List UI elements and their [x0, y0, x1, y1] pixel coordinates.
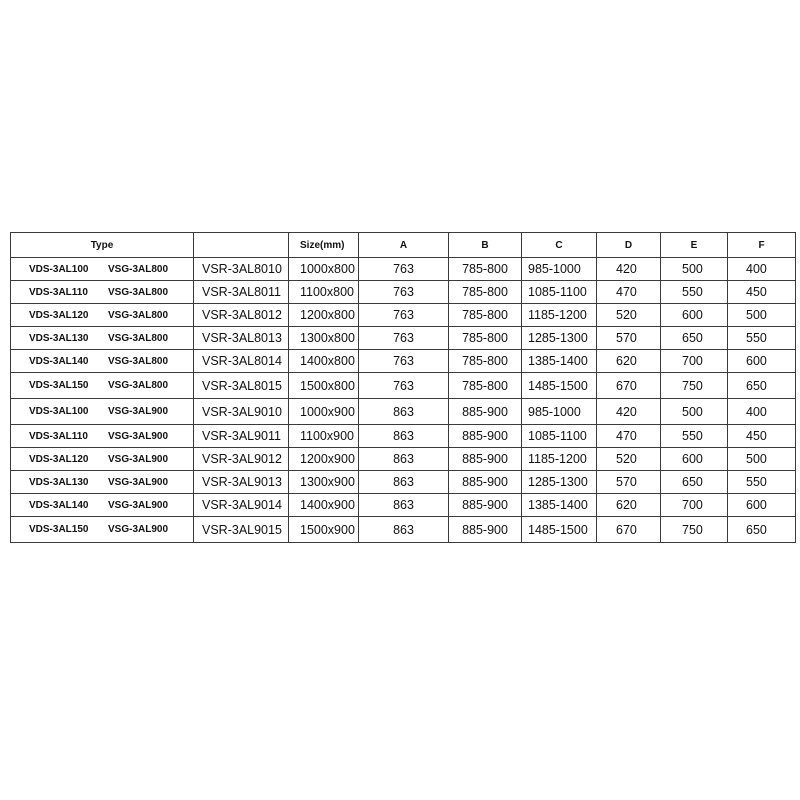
dim-c-cell: 1185-1200	[522, 304, 597, 327]
header-b: B	[449, 233, 522, 258]
vsr-model: VSR-3AL8015	[194, 373, 289, 399]
vds-model: VDS-3AL100	[29, 406, 89, 417]
dim-c-cell: 1085-1100	[522, 425, 597, 448]
vds-model: VDS-3AL150	[29, 524, 89, 535]
header-blank	[194, 233, 289, 258]
dim-e-cell: 550	[661, 281, 728, 304]
type-cell	[11, 327, 194, 350]
header-d: D	[597, 233, 661, 258]
dim-b-cell: 885-900	[449, 471, 522, 494]
vsr-model: VSR-3AL9015	[194, 517, 289, 543]
type-cell	[11, 304, 194, 327]
dim-c-cell: 1185-1200	[522, 448, 597, 471]
type-cell	[11, 448, 194, 471]
dim-e-cell: 500	[661, 258, 728, 281]
dim-a-cell: 763	[359, 373, 449, 399]
dim-f-cell: 500	[728, 304, 796, 327]
table-row	[11, 350, 796, 373]
dim-b-cell: 885-900	[449, 517, 522, 543]
dim-f-cell: 500	[728, 448, 796, 471]
table-row	[11, 399, 796, 425]
vsg-model: VSG-3AL800	[108, 332, 169, 344]
dim-b-cell: 885-900	[449, 399, 522, 425]
vsr-model: VSR-3AL8012	[194, 304, 289, 327]
table-row	[11, 258, 796, 281]
size-cell: 1300x900	[289, 471, 359, 494]
dim-c-cell: 1485-1500	[522, 517, 597, 543]
dim-b-cell: 885-900	[449, 494, 522, 517]
size-cell: 1500x900	[289, 517, 359, 543]
dim-d-cell: 420	[597, 399, 661, 425]
vsr-model: VSR-3AL8011	[194, 281, 289, 304]
table-row	[11, 327, 796, 350]
type-cell	[11, 373, 194, 399]
table-row	[11, 304, 796, 327]
vsg-model: VSG-3AL800	[108, 286, 169, 298]
table-row	[11, 373, 796, 399]
dim-f-cell: 600	[728, 494, 796, 517]
vsr-model: VSR-3AL9010	[194, 399, 289, 425]
header-size: Size(mm)	[289, 233, 359, 258]
dim-e-cell: 750	[661, 517, 728, 543]
table-body	[11, 258, 796, 543]
size-cell: 1200x800	[289, 304, 359, 327]
dim-e-cell: 700	[661, 350, 728, 373]
type-cell	[11, 258, 194, 281]
type-cell	[11, 281, 194, 304]
vsg-model: VSG-3AL800	[108, 309, 169, 321]
dim-d-cell: 520	[597, 304, 661, 327]
header-f: F	[728, 233, 796, 258]
dim-d-cell: 670	[597, 373, 661, 399]
dim-f-cell: 450	[728, 425, 796, 448]
header-type: Type	[11, 233, 194, 258]
table-row	[11, 448, 796, 471]
vsr-model: VSR-3AL8014	[194, 350, 289, 373]
vsr-model: VSR-3AL8013	[194, 327, 289, 350]
dim-c-cell: 985-1000	[522, 258, 597, 281]
dim-b-cell: 785-800	[449, 327, 522, 350]
table-row	[11, 494, 796, 517]
dim-f-cell: 550	[728, 471, 796, 494]
header-e: E	[661, 233, 728, 258]
vsg-model: VSG-3AL800	[108, 355, 169, 367]
dim-d-cell: 570	[597, 471, 661, 494]
dim-d-cell: 470	[597, 281, 661, 304]
type-cell	[11, 399, 194, 425]
dim-b-cell: 785-800	[449, 304, 522, 327]
type-cell	[11, 517, 194, 543]
vds-model: VDS-3AL100	[29, 263, 89, 275]
dim-b-cell: 785-800	[449, 258, 522, 281]
header-row	[11, 233, 796, 258]
vds-model: VDS-3AL150	[29, 380, 89, 391]
dim-c-cell: 985-1000	[522, 399, 597, 425]
type-cell	[11, 350, 194, 373]
vsg-model: VSG-3AL900	[108, 406, 169, 417]
vsg-model: VSG-3AL800	[108, 380, 169, 391]
dim-e-cell: 600	[661, 448, 728, 471]
dim-a-cell: 763	[359, 258, 449, 281]
dim-a-cell: 763	[359, 350, 449, 373]
dim-c-cell: 1385-1400	[522, 494, 597, 517]
dim-d-cell: 620	[597, 494, 661, 517]
dim-e-cell: 600	[661, 304, 728, 327]
size-cell: 1400x800	[289, 350, 359, 373]
dim-c-cell: 1285-1300	[522, 327, 597, 350]
vds-model: VDS-3AL130	[29, 476, 89, 488]
dim-d-cell: 420	[597, 258, 661, 281]
dim-f-cell: 550	[728, 327, 796, 350]
dim-c-cell: 1285-1300	[522, 471, 597, 494]
vsg-model: VSG-3AL900	[108, 524, 169, 535]
type-cell	[11, 494, 194, 517]
dim-f-cell: 400	[728, 258, 796, 281]
dim-c-cell: 1485-1500	[522, 373, 597, 399]
vds-model: VDS-3AL130	[29, 332, 89, 344]
dim-d-cell: 520	[597, 448, 661, 471]
table-row	[11, 281, 796, 304]
size-cell: 1400x900	[289, 494, 359, 517]
dim-f-cell: 400	[728, 399, 796, 425]
dim-f-cell: 600	[728, 350, 796, 373]
size-cell: 1200x900	[289, 448, 359, 471]
vsg-model: VSG-3AL800	[108, 263, 169, 275]
dim-d-cell: 670	[597, 517, 661, 543]
size-cell: 1100x800	[289, 281, 359, 304]
dim-a-cell: 763	[359, 281, 449, 304]
dim-e-cell: 650	[661, 471, 728, 494]
vsr-model: VSR-3AL8010	[194, 258, 289, 281]
dim-b-cell: 885-900	[449, 425, 522, 448]
vsg-model: VSG-3AL900	[108, 430, 169, 442]
dim-e-cell: 550	[661, 425, 728, 448]
vsr-model: VSR-3AL9012	[194, 448, 289, 471]
dim-e-cell: 750	[661, 373, 728, 399]
vds-model: VDS-3AL110	[29, 430, 88, 442]
size-cell: 1300x800	[289, 327, 359, 350]
table-row	[11, 517, 796, 543]
type-cell	[11, 425, 194, 448]
dim-a-cell: 863	[359, 448, 449, 471]
vds-model: VDS-3AL140	[29, 355, 89, 367]
size-cell: 1500x800	[289, 373, 359, 399]
vsg-model: VSG-3AL900	[108, 453, 169, 465]
dim-c-cell: 1385-1400	[522, 350, 597, 373]
dim-f-cell: 450	[728, 281, 796, 304]
dim-b-cell: 785-800	[449, 350, 522, 373]
vsg-model: VSG-3AL900	[108, 476, 169, 488]
vsg-model: VSG-3AL900	[108, 499, 169, 511]
size-cell: 1000x800	[289, 258, 359, 281]
dim-b-cell: 785-800	[449, 373, 522, 399]
dim-a-cell: 863	[359, 399, 449, 425]
dim-f-cell: 650	[728, 517, 796, 543]
dim-c-cell: 1085-1100	[522, 281, 597, 304]
dim-a-cell: 763	[359, 304, 449, 327]
vds-model: VDS-3AL120	[29, 309, 89, 321]
dim-a-cell: 863	[359, 517, 449, 543]
header-a: A	[359, 233, 449, 258]
dim-a-cell: 763	[359, 327, 449, 350]
header-c: C	[522, 233, 597, 258]
size-cell: 1100x900	[289, 425, 359, 448]
dim-b-cell: 785-800	[449, 281, 522, 304]
vsr-model: VSR-3AL9013	[194, 471, 289, 494]
table-row	[11, 425, 796, 448]
dim-b-cell: 885-900	[449, 448, 522, 471]
dim-d-cell: 620	[597, 350, 661, 373]
dim-d-cell: 470	[597, 425, 661, 448]
vsr-model: VSR-3AL9014	[194, 494, 289, 517]
type-cell	[11, 471, 194, 494]
vsr-model: VSR-3AL9011	[194, 425, 289, 448]
dim-e-cell: 700	[661, 494, 728, 517]
dim-a-cell: 863	[359, 471, 449, 494]
dim-e-cell: 500	[661, 399, 728, 425]
dim-a-cell: 863	[359, 494, 449, 517]
vds-model: VDS-3AL120	[29, 453, 89, 465]
spec-table	[10, 232, 796, 543]
table-row	[11, 471, 796, 494]
vds-model: VDS-3AL140	[29, 499, 89, 511]
dim-a-cell: 863	[359, 425, 449, 448]
vds-model: VDS-3AL110	[29, 286, 88, 298]
dim-e-cell: 650	[661, 327, 728, 350]
dim-d-cell: 570	[597, 327, 661, 350]
size-cell: 1000x900	[289, 399, 359, 425]
dim-f-cell: 650	[728, 373, 796, 399]
